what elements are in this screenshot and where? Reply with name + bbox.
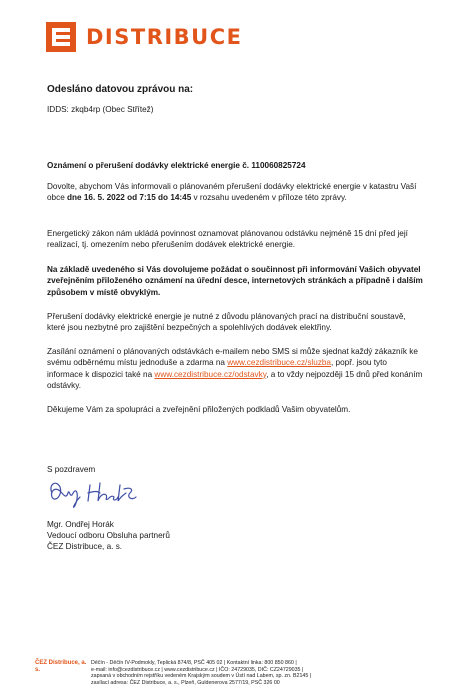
greeting: S pozdravem [47, 465, 96, 474]
service-link[interactable]: www.cezdistribuce.cz/sluzba [227, 358, 331, 368]
paragraph-reason: Přerušení dodávky elektrické energie je nutné z důvodu plánovaných prací na distribuční soustavě, které jsou nezbytné pro zajištění bezpečných a spolehlivých dodávek elektřiny. [47, 312, 406, 333]
notifications-text-c: , a to vždy nejpozději 15 dnů před konáním odstávky. [47, 369, 423, 390]
outages-link[interactable]: www.cezdistribuce.cz/odstavky [154, 369, 267, 379]
paragraph-law: Energetický zákon nám ukládá povinnost oznamovat plánovanou odstávku nejméně 15 dní před její realizací, tj. omezením nebo přerušením dodávek elektrické energie. [47, 229, 408, 250]
cez-logo-icon [46, 22, 76, 52]
footer [35, 660, 435, 686]
paragraph-request: Na základě uvedeného si Vás dovolujeme požádat o součinnost při informování Vašich obyvatel zveřejněním přiloženého oznámení na úřední desce, internetových stránkách a případně i dalším způsobem v místě obvyklým. [47, 265, 423, 297]
letter-subject: Oznámení o přerušení dodávky elektrické energie č. 110060825724 [47, 161, 306, 170]
signatory-company: ČEZ Distribuce, a. s. [47, 542, 123, 551]
paragraph-intro [47, 181, 425, 204]
sent-via-label: Odesláno datovou zprávou na: [47, 84, 194, 95]
footer-line: zapsaná v obchodním rejstříku vedeném Krajským soudem v Ústí nad Labem, sp. zn. B2145 | [91, 673, 312, 680]
footer-line: zasílací adresa: ČEZ Distribuce, a. s., Plzeň, Guldenerova 2577/19, PSČ 326 00 [91, 679, 280, 686]
paragraph-thanks: Děkujeme Vám za spolupráci a zveřejnění přiložených podkladů Vašim obyvatelům. [47, 405, 351, 414]
paragraph-intro-text-c: v rozsahu uvedeném v příloze této zprávy. [191, 193, 347, 203]
footer-line: Děčín - Děčín IV-Podmokly, Teplická 874/8, PSČ 405 02 | Kontaktní linka: 800 850 860 | [91, 660, 297, 666]
signatory-name: Mgr. Ondřej Horák [47, 520, 114, 529]
outage-date: dne 16. 5. 2022 od 7:15 do 14:45 [67, 193, 192, 203]
logo-text: DISTRIBUCE [86, 25, 243, 49]
footer-company: ČEZ Distribuce, a. s. [35, 660, 87, 673]
handwritten-signature [46, 477, 146, 511]
footer-info [91, 660, 435, 686]
paragraph-notifications [47, 346, 425, 391]
notifications-text-b: , popř. jsou tyto informace k dispozici také na [47, 358, 387, 379]
recipient-ids: IDDS: zkqb4rp (Obec Střítež) [47, 105, 154, 114]
footer-line: e-mail: info@cezdistribuce.cz | www.cezdistribuce.cz | IČO: 24729035, DIČ: CZ24729035 | [91, 666, 304, 673]
signatory-title: Vedoucí odboru Obsluha partnerů [47, 531, 170, 540]
notifications-text-a: Zasílání oznámení o plánovaných odstávkách e-mailem nebo SMS si může sjednat každý zákazník ke svému odběrnému místu jednoduše a zdarma na [47, 347, 418, 368]
paragraph-intro-text-a: Dovolte, abychom Vás informovali o plánovaném přerušení dodávky elektrické energie v katastru Vaší obce [47, 182, 417, 203]
company-logo [46, 22, 243, 52]
